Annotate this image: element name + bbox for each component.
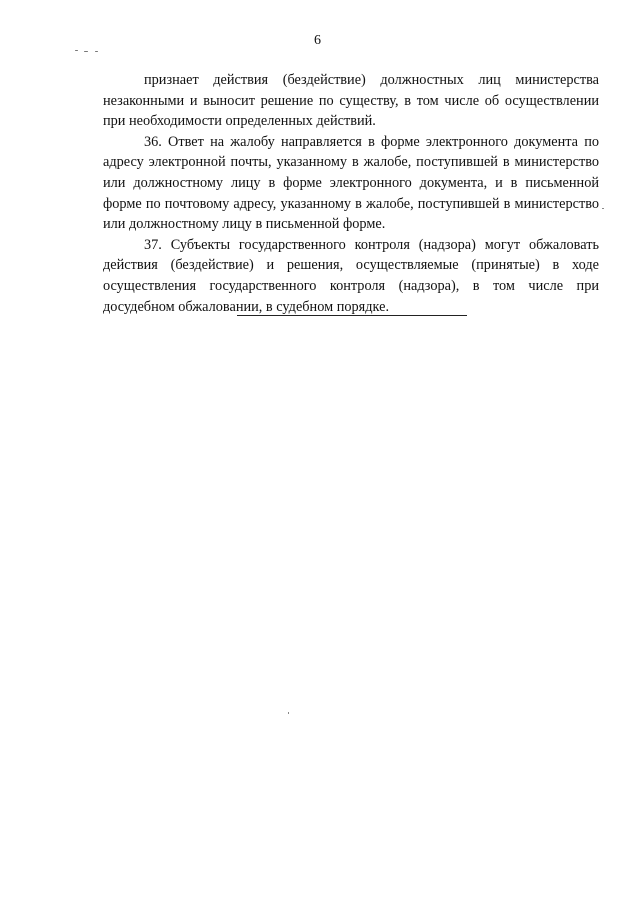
paragraph-35-continuation: признает действия (бездействие) должностных лиц министерства незаконными и выносит решение по существу, в том числе об осуществлении при необходимости определенных действий.: [103, 72, 599, 130]
paragraph-37: 37. Субъекты государственного контроля (надзора) могут обжаловать действия (бездействие) и решения, осуществляемые (принятые) в ходе осуществления государственного контроля (надзора), в том числе при досудебном обжаловании, в судебном порядке.: [103, 236, 599, 315]
scan-speck: [602, 208, 604, 209]
end-of-document-rule: [237, 315, 467, 316]
scan-speck: [288, 712, 289, 714]
document-body: [103, 70, 599, 317]
scan-speck: [95, 51, 98, 52]
scan-speck: [75, 50, 78, 51]
page-number: 6: [314, 33, 321, 48]
scan-speck: [84, 51, 88, 52]
paragraph-36: 36. Ответ на жалобу направляется в форме электронного документа по адресу электронной почты, указанному в жалобе, поступившей в министерство или должностному лицу в форме электронного документа, и в письменной форме по почтовому адресу, указанному в жалобе, поступившей в министерство или должностному лицу в письменной форме.: [103, 133, 599, 233]
